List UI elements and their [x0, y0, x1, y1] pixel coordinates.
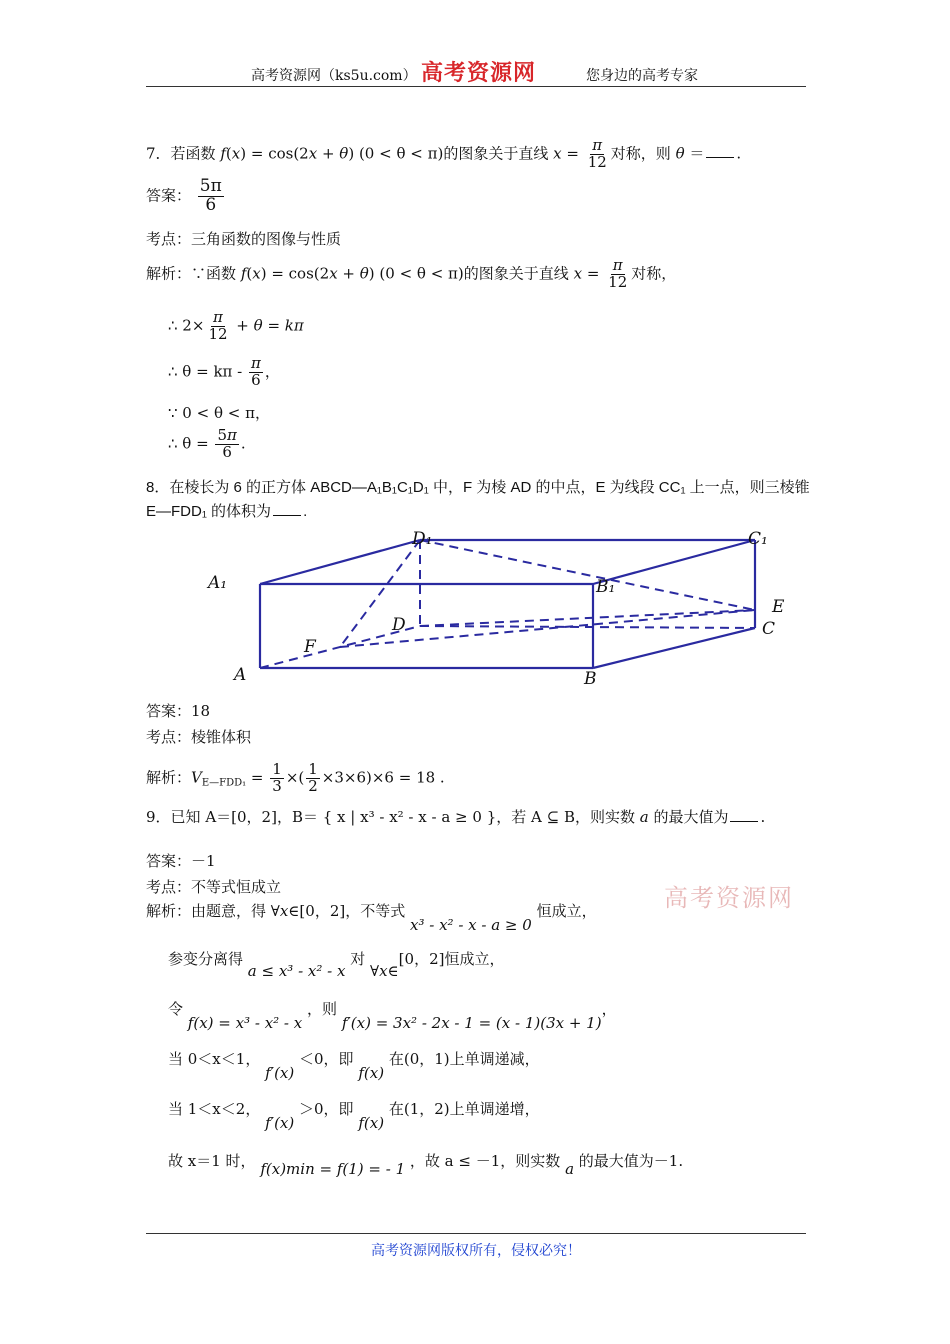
page-footer: 高考资源网版权所有，侵权必究！: [146, 1233, 806, 1260]
q9-analysis-1: 解析：由题意，得 ∀x∈[0，2]，不等式 x³ - x² - x - a ≥ 0 恒成立，: [146, 902, 597, 934]
watermark: 高考资源网: [664, 884, 794, 912]
edge-B1C1: [593, 540, 755, 584]
header-slogan: 您身边的高考专家: [586, 68, 698, 84]
cube-figure: [200, 528, 800, 688]
q8-analysis: 解析：$V_{E—FDD_1}$ = $\frac{1}{3}$ ×( $\frac{1}{2}$ ×3×6)×6 = 18 .: [146, 760, 445, 795]
edge-A1D1: [260, 540, 420, 584]
q9-set-B: { x | x³ - x² - x - a ≥ 0 }: [322, 808, 497, 826]
q8-stem-line2: E—FDD₁ 的体积为 .: [146, 503, 308, 520]
q7-step3: ∵ 0 < θ < π，: [168, 404, 270, 422]
edge-D1E: [420, 540, 755, 610]
q9-analysis-4: 当 0＜x＜1， f′(x) ＜0，即 f(x) 在(0，1)上单调递减，: [168, 1050, 540, 1082]
q9-analysis-6: 故 x＝1 时， f(x)min = f(1) = - 1 ，故 a ≤ －1，则实数 a 的最大值为－1.: [168, 1152, 684, 1178]
q9-topic: 考点：不等式恒成立: [146, 878, 282, 896]
label-C1: C₁: [748, 529, 768, 549]
q8-answer: 答案：18: [146, 702, 211, 720]
q8-stem-line1: 8．在棱长为 6 的正方体 ABCD—A₁B₁C₁D₁ 中，F 为棱 AD 的中点，E 为线段 CC₁ 上一点，则三棱锥: [146, 479, 810, 496]
label-A1: A₁: [208, 573, 228, 593]
q7-answer-blank: [706, 157, 734, 158]
q8-topic: 考点：棱锥体积: [146, 728, 252, 746]
q7-analysis: 解析：∵函数 f(x) = cos(2x + θ) (0 < θ < π)的图象关于直线 x = $\frac{\pi}{12}$ 对称，: [146, 256, 677, 291]
site-logo: 高考资源网: [421, 60, 537, 86]
edge-DE: [420, 610, 755, 626]
label-B: B: [584, 669, 597, 688]
label-D: D: [392, 615, 406, 635]
label-B1: B₁: [596, 577, 616, 597]
q9-analysis-2: 参变分离得 a ≤ x³ - x² - x 对 ∀x∈[0，2]恒成立，: [168, 950, 505, 980]
label-C: C: [762, 619, 776, 639]
label-E: E: [772, 597, 785, 617]
edge-BC: [593, 628, 755, 668]
q7-stem: 7．若函数 f(x) = cos(2x + θ) (0 < θ < π)的图象关于直线 x = $\frac{\pi}{12}$ 对称，则 θ ＝ .: [146, 136, 742, 171]
page-header: [146, 62, 806, 87]
label-F: F: [304, 637, 316, 657]
q9-analysis-3: 令 f(x) = x³ - x² - x ，则 f′(x) = 3x² - 2x - 1 = (x - 1)(3x + 1)，: [168, 1000, 617, 1032]
q7-topic: 考点：三角函数的图像与性质: [146, 230, 342, 248]
q9-answer: 答案：－1: [146, 852, 216, 870]
edge-D1F: [340, 540, 420, 647]
q7-step2: ∴ θ = kπ - $\frac{\pi}{6}$ ，: [168, 354, 280, 389]
q9-stem: 9．已知 A＝[0，2]，B＝ { x | x³ - x² - x - a ≥ 0 }，若 A ⊆ B，则实数 a 的最大值为 .: [146, 808, 766, 826]
edge-DC: [420, 626, 755, 628]
q7-answer: 答案： $\frac{5\pi}{6}$: [146, 176, 222, 215]
label-A: A: [234, 665, 247, 685]
q7-step4: ∴ θ = $\frac{5\pi}{6}$ .: [168, 426, 246, 461]
header-site: 高考资源网（ks5u.com）: [251, 68, 417, 84]
label-D1: D₁: [412, 529, 433, 549]
q9-analysis-5: 当 1＜x＜2， f′(x) ＞0，即 f(x) 在(1，2)上单调递增，: [168, 1100, 540, 1132]
q7-step1: ∴ 2× $\frac{\pi}{12}$ + θ = kπ: [168, 308, 304, 343]
